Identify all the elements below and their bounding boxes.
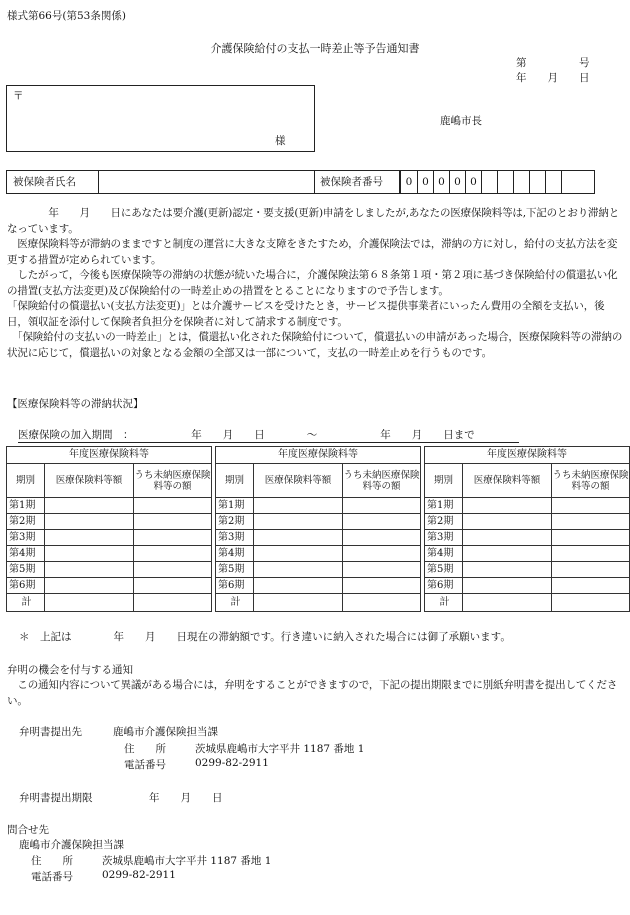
arrears-row (425, 546, 630, 562)
installment-label: 第5期 (216, 562, 254, 578)
inquiry-address-label: 住 所 (31, 855, 73, 867)
total-label: 計 (425, 594, 463, 612)
honorific: 様 (275, 135, 286, 147)
installment-label: 第2期 (425, 514, 463, 530)
submit-address-label: 住 所 (124, 743, 166, 755)
installment-label: 第6期 (425, 578, 463, 594)
arrears-row (7, 578, 212, 594)
arrears-row (216, 498, 421, 514)
issuer: 鹿嶋市長 (440, 115, 482, 127)
installment-label: 第4期 (7, 546, 45, 562)
insured-number-digit (497, 171, 513, 193)
notice-body (7, 206, 623, 361)
amount-cell (254, 530, 343, 546)
unpaid-cell (343, 546, 421, 562)
fiscal-year-header: 年度医療保険料等 (216, 447, 421, 464)
amount-cell (463, 514, 552, 530)
insured-number-digit: 0 (465, 171, 481, 193)
insured-name-label: 被保険者氏名 (6, 170, 99, 194)
inquiry-dept: 鹿嶋市介護保険担当課 (19, 839, 124, 851)
postal-mark: 〒 (13, 90, 24, 102)
insured-number-digit: 0 (433, 171, 449, 193)
total-row (216, 594, 421, 612)
installment-label: 第2期 (216, 514, 254, 530)
paragraph-4: 「保険給付の償還払い(支払方法変更)」とは介護サービスを受けたとき，サービス提供事業者にいったん費用の全額を支払い，後日，領収証を添付して保険者負担分を保険者に対して請求する制度です。 (7, 300, 605, 328)
col-period-header: 期別 (216, 464, 254, 498)
arrears-row (216, 562, 421, 578)
total-row (7, 594, 212, 612)
unpaid-cell (134, 578, 212, 594)
insured-number-digit: 0 (405, 176, 413, 188)
unpaid-cell (343, 498, 421, 514)
amount-cell (254, 546, 343, 562)
total-row (425, 594, 630, 612)
unpaid-cell (134, 498, 212, 514)
arrears-row (216, 514, 421, 530)
amount-cell (254, 498, 343, 514)
deadline-value: 年 月 日 (149, 792, 223, 804)
arrears-table (6, 446, 212, 612)
unpaid-cell (552, 546, 630, 562)
paragraph-1: 年 月 日にあなたは要介護(更新)認定・要支援(更新)申請をしましたが,あなたの医療保険料等は,下記のとおり滞納となっています。 (7, 207, 620, 235)
arrears-row (216, 530, 421, 546)
fiscal-year-header: 年度医療保険料等 (425, 447, 630, 464)
arrears-row (425, 578, 630, 594)
document-title: 介護保険給付の支払一時差止等予告通知書 (210, 42, 420, 55)
paragraph-5: 「保険給付の支払いの一時差止」とは，償還払い化された保険給付について，償還払いの申請があった場合，医療保険料等の滞納の状況に応じて，償還払いの対象となる金額の全部又は一部について，支払の一時差止めを行うものです。 (7, 331, 623, 359)
installment-label: 第4期 (425, 546, 463, 562)
paragraph-3: したがって，今後も医療保険等の滞納の状態が続いた場合に，介護保険法第６８条第１項・第２項に基づき保険給付の償還払い化の措置(支払方法変更)及び保険給付の一時差止めの措置をとることになりますので予告します。 (7, 269, 618, 297)
amount-cell (254, 562, 343, 578)
arrears-row (7, 546, 212, 562)
arrears-row (7, 530, 212, 546)
unpaid-cell (552, 562, 630, 578)
submit-phone-value: 0299-82-2911 (195, 757, 269, 769)
arrears-note: ＊ 上記は 年 月 日現在の滞納額です。行き違いに納入された場合には御了承願います。 (19, 631, 511, 643)
arrears-row (425, 514, 630, 530)
installment-label: 第2期 (7, 514, 45, 530)
unpaid-cell (552, 578, 630, 594)
inquiry-title: 問合せ先 (7, 824, 49, 836)
installment-label: 第1期 (425, 498, 463, 514)
unpaid-cell (552, 498, 630, 514)
unpaid-cell (552, 514, 630, 530)
installment-label: 第4期 (216, 546, 254, 562)
fiscal-year-header: 年度医療保険料等 (7, 447, 212, 464)
arrears-row (216, 578, 421, 594)
installment-label: 第3期 (216, 530, 254, 546)
total-unpaid-cell (552, 594, 630, 612)
document-number: 第 号 (516, 57, 590, 69)
insured-number-digit (513, 171, 529, 193)
amount-cell (45, 562, 134, 578)
total-unpaid-cell (343, 594, 421, 612)
amount-cell (463, 578, 552, 594)
insured-name-field (98, 170, 315, 194)
submit-to-label: 弁明書提出先 (19, 726, 82, 738)
amount-cell (45, 546, 134, 562)
amount-cell (45, 578, 134, 594)
paragraph-2: 医療保険料等が滞納のままですと制度の運営に大きな支障をきたすため，介護保険法では，滞納の方に対し，給付の支払方法を変更する措置が定められています。 (7, 238, 618, 266)
insured-number-field (400, 170, 595, 194)
installment-label: 第6期 (7, 578, 45, 594)
unpaid-cell (343, 578, 421, 594)
unpaid-cell (552, 530, 630, 546)
arrears-row (7, 514, 212, 530)
unpaid-cell (134, 530, 212, 546)
col-amount-header: 医療保険料等額 (254, 464, 343, 498)
installment-label: 第6期 (216, 578, 254, 594)
arrears-table (424, 446, 630, 612)
unpaid-cell (343, 530, 421, 546)
arrears-tables (6, 446, 628, 612)
total-unpaid-cell (134, 594, 212, 612)
deadline-label: 弁明書提出期限 (19, 792, 93, 804)
insured-number-digit (481, 171, 497, 193)
submit-phone-label: 電話番号 (124, 759, 166, 771)
amount-cell (254, 578, 343, 594)
col-unpaid-header: うち未納医療保険料等の額 (552, 464, 630, 498)
total-amount-cell (254, 594, 343, 612)
arrears-row (425, 530, 630, 546)
amount-cell (463, 546, 552, 562)
col-unpaid-header: うち未納医療保険料等の額 (343, 464, 421, 498)
installment-label: 第5期 (7, 562, 45, 578)
insured-number-digit: 0 (449, 171, 465, 193)
unpaid-cell (343, 514, 421, 530)
amount-cell (45, 530, 134, 546)
total-amount-cell (463, 594, 552, 612)
insured-number-digit (545, 171, 561, 193)
installment-label: 第3期 (425, 530, 463, 546)
installment-label: 第1期 (216, 498, 254, 514)
submit-address-value: 茨城県鹿嶋市大字平井 1187 番地 1 (195, 743, 365, 755)
col-unpaid-header: うち未納医療保険料等の額 (134, 464, 212, 498)
form-id: 様式第66号(第53条関係) (7, 10, 126, 22)
insured-number-label: 被保険者番号 (314, 170, 400, 194)
installment-label: 第3期 (7, 530, 45, 546)
explanation-title: 弁明の機会を付与する通知 (7, 664, 133, 676)
arrears-row (216, 546, 421, 562)
inquiry-address-value: 茨城県鹿嶋市大字平井 1187 番地 1 (102, 855, 272, 867)
unpaid-cell (134, 562, 212, 578)
col-period-header: 期別 (425, 464, 463, 498)
document-date: 年 月 日 (516, 72, 590, 84)
total-label: 計 (216, 594, 254, 612)
amount-cell (463, 498, 552, 514)
unpaid-cell (343, 562, 421, 578)
submit-to-value: 鹿嶋市介護保険担当課 (113, 726, 218, 738)
unpaid-cell (134, 546, 212, 562)
coverage-period: 医療保険の加入期間 ： 年 月 日 ～ 年 月 日まで (18, 427, 519, 443)
col-amount-header: 医療保険料等額 (463, 464, 552, 498)
total-label: 計 (7, 594, 45, 612)
arrears-row (7, 498, 212, 514)
col-period-header: 期別 (7, 464, 45, 498)
arrears-table (215, 446, 421, 612)
arrears-section-title: 【医療保険料等の滞納状況】 (7, 398, 144, 410)
arrears-row (425, 498, 630, 514)
installment-label: 第1期 (7, 498, 45, 514)
amount-cell (463, 562, 552, 578)
amount-cell (45, 514, 134, 530)
arrears-row (425, 562, 630, 578)
address-box (6, 85, 315, 152)
amount-cell (463, 530, 552, 546)
inquiry-phone-label: 電話番号 (31, 871, 73, 883)
arrears-row (7, 562, 212, 578)
amount-cell (254, 514, 343, 530)
explanation-body: この通知内容について異議がある場合には，弁明をすることができますので，下記の提出期限までに別紙弁明書を提出してください。 (7, 679, 618, 707)
amount-cell (45, 498, 134, 514)
total-amount-cell (45, 594, 134, 612)
inquiry-phone-value: 0299-82-2911 (102, 869, 176, 881)
installment-label: 第5期 (425, 562, 463, 578)
insured-number-digit: 0 (417, 171, 433, 193)
insured-number-digit (529, 171, 545, 193)
unpaid-cell (134, 514, 212, 530)
col-amount-header: 医療保険料等額 (45, 464, 134, 498)
